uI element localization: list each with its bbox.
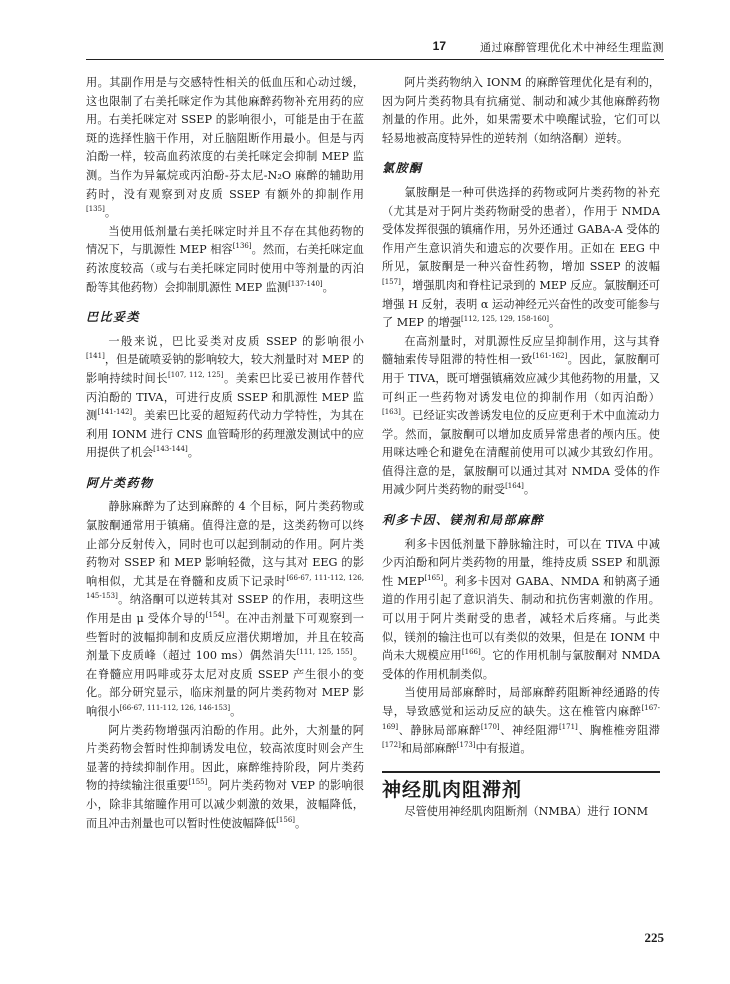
paragraph: 尽管使用神经肌肉阻断剂（NMBA）进行 IONM [404,805,649,819]
citation: [112, 125, 129, 158-160] [461,315,549,324]
section-heading-lidocaine: 利多卡因、镁剂和局部麻醉 [382,513,545,528]
paragraph: 当使用局部麻醉时，局部麻醉药阻断神经通路的传导，导致感觉和运动反应的缺失。这在椎管内麻醉[167-169]、静脉局部麻醉[170]、神经阻滞[171]、胸椎椎旁阻滞[172]和局部麻醉[173]中有报道。 [382,686,660,756]
citation: [163] [382,408,401,417]
citation: [170] [480,722,500,731]
citation: [154] [205,611,225,620]
section-heading-barbiturates: 巴比妥类 [86,310,141,325]
citation: [107, 112, 125] [167,370,224,379]
citation: [143-144] [153,445,188,454]
citation: [137-140] [288,279,323,288]
citation: [111, 125, 155] [296,648,353,657]
citation: [66-67, 111-112, 126, 145-153] [86,573,364,601]
citation: [141] [86,352,105,361]
paragraph: 静脉麻醉为了达到麻醉的 4 个目标，阿片类药物或氯胺酮通常用于镇痛。值得注意的是，这类药物可以终止部分反射传入，同时也可以起到制动的作用。阿片类药物对 SSEP 和 MEP 影响轻微，这与其对 EEG 的影响相似，尤其是在脊髓和皮质下记录时[66-67, 111-112, 126, 145-153]。纳洛酮可以逆转其对 SSEP 的作用，表明这些作用是由 μ 受体介导的[154]。在冲击剂量下可观察到一些暂时的波幅抑制和皮质反应潜伏期增加，并且在较高剂量下皮质峰（超过 100 ms）偶然消失[111, 125, 155]。在脊髓应用吗啡或芬太尼对皮质 SSEP 产生很小的变化。部分研究显示，临床剂量的阿片类药物对 MEP 影响很小[66-67, 111-112, 126, 146-153]。 [86,500,364,718]
citation: [66-67, 111-112, 126, 146-153] [119,704,231,712]
citation: [161-162] [532,352,568,361]
citation: [157] [382,277,401,286]
citation: [171] [558,722,578,731]
citation: [165] [424,573,444,582]
citation: [141-142] [97,408,133,417]
paragraph: 阿片类药物纳入 IONM 的麻醉管理优化是有利的，因为阿片类药物具有抗痛觉、制动和减少其他麻醉药物剂量的作用。此外，如果需要术中唤醒试验，它们可以轻易地被高度特异性的逆转剂（如纳洛酮）逆转。 [382,76,660,145]
page-number: 225 [644,930,664,945]
chapter-title: 通过麻醉管理优化术中神经生理监测 [480,42,664,54]
citation: [135] [86,205,105,214]
section-heading-nmba: 神经肌肉阻滞剂 [382,771,660,800]
paragraph: 在高剂量时，对肌源性反应呈抑制作用，这与其脊髓轴索传导阻滞的特性相一致[161-162]。因此，氯胺酮可用于 TIVA，既可增强镇痛效应减少其他药物的用量，又可纠正一些药物对诱发电位的抑制作用（如丙泊酚）[163]。已经证实改善诱发电位的反应更利于术中血流动力学。然而，氯胺酮可以增加皮质异常患者的颅内压。使用咪达唑仑和避免在清醒前使用可以减少其致幻作用。值得注意的是，氯胺酮可以通过其对 NMDA 受体的作用减少阿片类药物的耐受[164]。 [382,334,660,497]
citation: [173] [456,741,476,750]
section-heading-ketamine: 氯胺酮 [382,161,423,176]
citation: [156] [276,815,296,824]
running-header [86,33,664,60]
chapter-number: 17 [432,39,446,53]
paragraph: 氯胺酮是一种可供选择的药物或阿片类药物的补充（尤其是对于阿片类药物耐受的患者），作用于 NMDA 受体发挥很强的镇痛作用，另外还通过 GABA-A 受体的作用产生意识消失和遗忘的次要作用。正如在 EEG 中所见，氯胺酮是一种兴奋性药物，增加 SSEP 的波幅[157]，增强肌肉和脊柱记录到的 MEP 反应。氯胺酮还可增强 H 反射，表明 α 运动神经元兴奋性的改变可能参与了 MEP 的增强[112, 125, 129, 158-160]。 [382,185,660,330]
citation: [166] [461,648,481,657]
paragraph: 用。其副作用是与交感特性相关的低血压和心动过缓，这也限制了右美托咪定作为其他麻醉药物补充用药的应用。右美托咪定对 SSEP 的影响很小，可能是由于在蓝斑的选择性脑干作用，对丘脑阻断作用最小。但是与丙泊酚一样，较高血药浓度的右美托咪定会抑制 MEP 监测。当作为异氟烷或丙泊酚-芬太尼-N₂O 麻醉的辅助用药时，没有观察到对皮质 SSEP 有额外的抑制作用[135]。 [86,76,364,220]
section-heading-opioids: 阿片类药物 [86,475,154,490]
paragraph: 阿片类药物增强丙泊酚的作用。此外，大剂量的阿片类药物会暂时性抑制诱发电位，较高浓度时则会产生显著的持续抑制作用。因此，麻醉维持阶段，阿片类药物的持续输注很重要[155]。阿片类药物对 VEP 的影响很小，除非其缩瞳作用可以减少刺激的效果，波幅降低，而且冲击剂量也可以暂时性使波幅降低[156]。 [86,723,364,830]
left-column [86,74,364,833]
citation: [167-169] [382,704,660,731]
paragraph: 当使用低剂量右美托咪定时并且不存在其他药物的情况下，与肌源性 MEP 相容[136]。然而，右美托咪定血药浓度较高（或与右美托咪定同时使用中等剂量的丙泊酚等其他药物）会抑制肌源性 MEP 监测[137-140]。 [86,224,364,294]
citation: [155] [188,778,208,787]
citation: [172] [382,741,401,750]
citation: [136] [232,242,252,251]
paragraph: 一般来说，巴比妥类对皮质 SSEP 的影响很小[141]，但是硫喷妥钠的影响较大，较大剂量时对 MEP 的影响持续时间长[107, 112, 125]。美索巴比妥已被用作替代丙泊酚的 TIVA，可进行皮质 SSEP 和肌源性 MEP 监测[141-142]。美索巴比妥的超短药代动力学特性，为其在利用 IONM 进行 CNS 血管畸形的药理激发测试中的应用提供了机会[143-144]。 [86,334,364,460]
citation: [164] [505,482,524,491]
right-column [382,74,660,822]
paragraph: 利多卡因低剂量下静脉输注时，可以在 TIVA 中减少丙泊酚和阿片类药物的用量，维持皮质 SSEP 和肌源性 MEP[165]。利多卡因对 GABA、NMDA 和钠离子通道的作用引起了意识消失、制动和抗伤害刺激的作用。可以用于阿片类耐受的患者，减轻术后疼痛。与此类似，镁剂的输注也可以有类似的效果，但是在 IONM 中尚未大规模应用[166]。它的作用机制与氯胺酮对 NMDA 受体的作用机制类似。 [382,537,660,681]
